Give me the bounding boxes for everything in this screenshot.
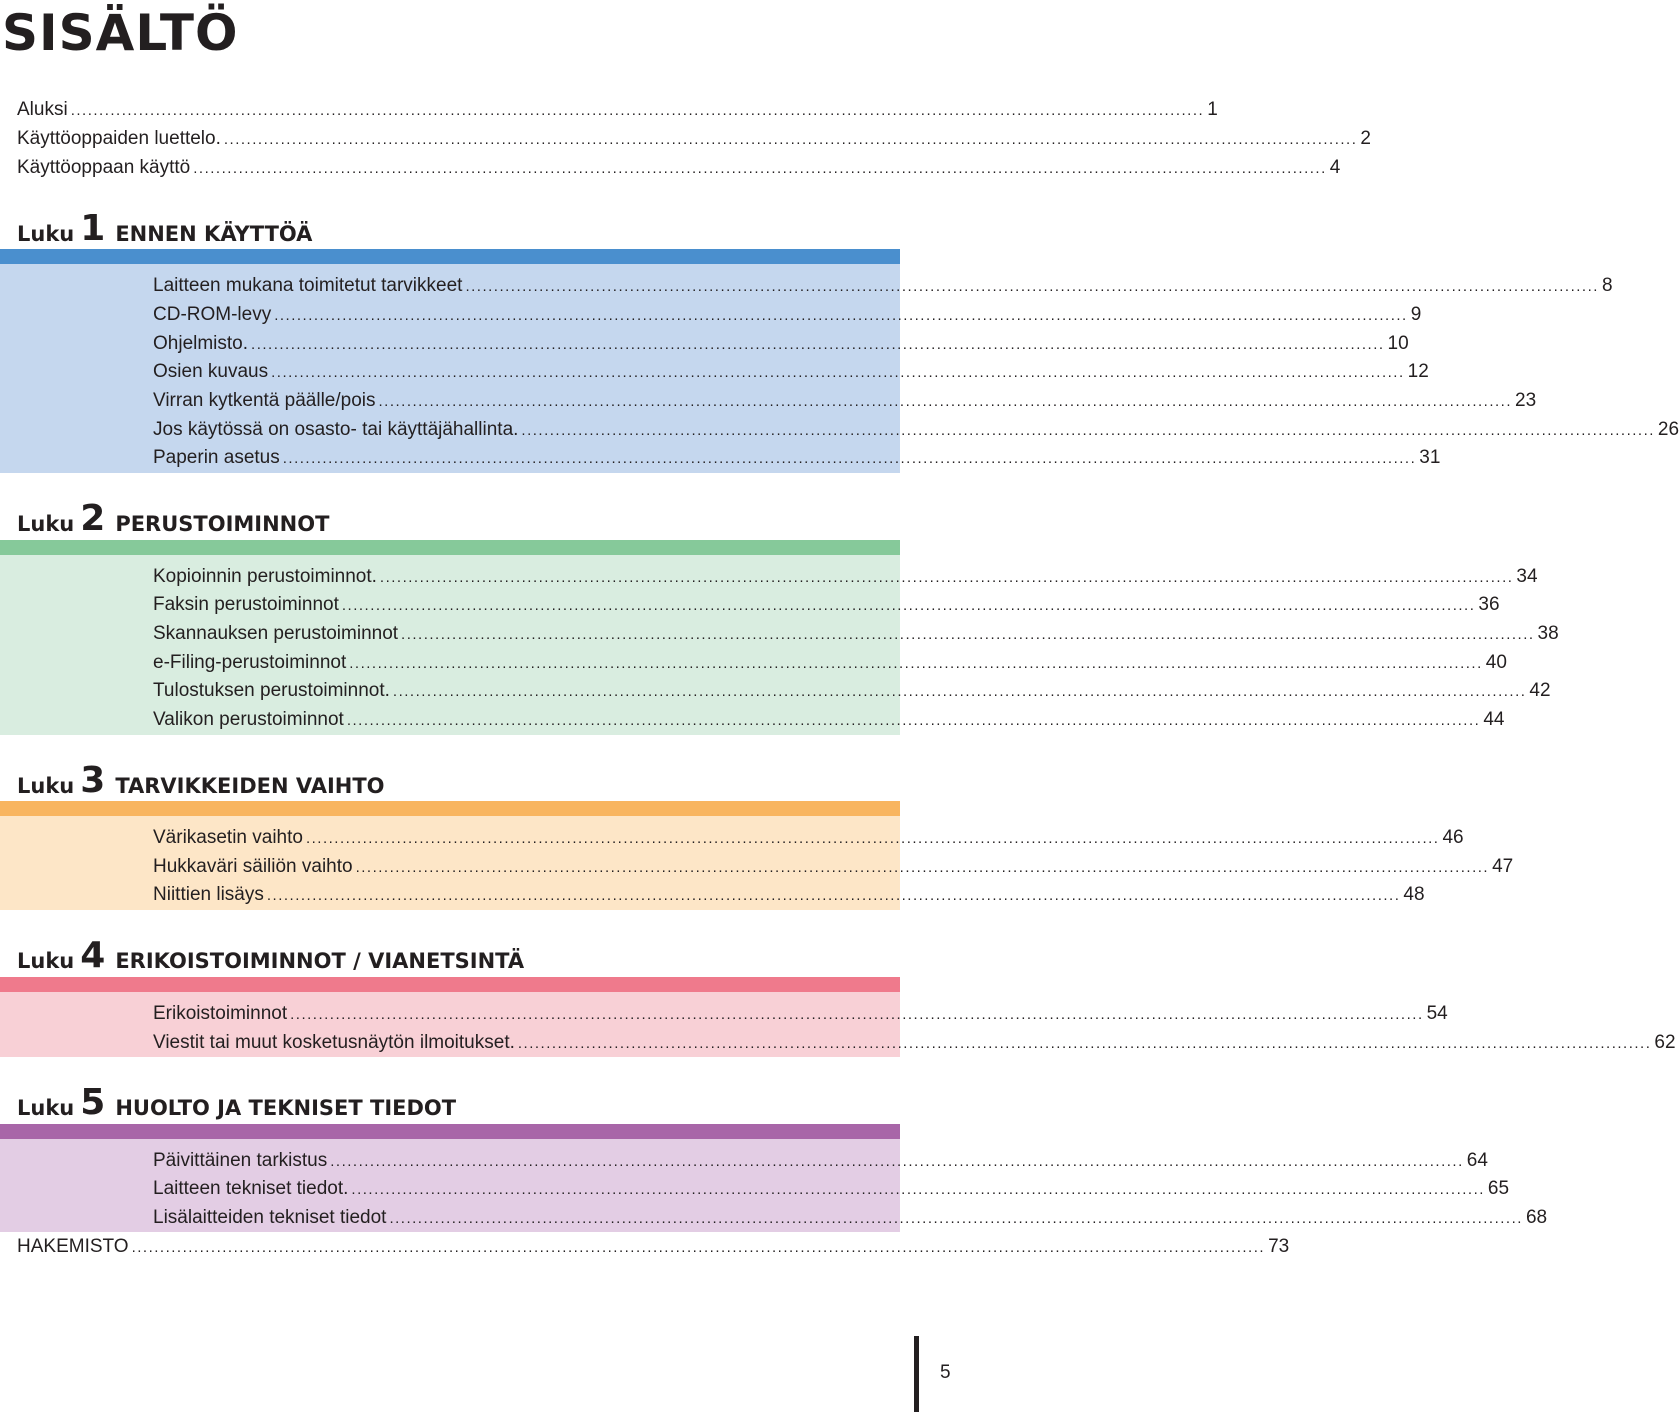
toc-entry-hukkavarisailio[interactable] xyxy=(153,851,1514,879)
toc-entry-skannaus[interactable] xyxy=(153,618,1559,646)
toc-entry-osien-kuvaus[interactable] xyxy=(153,356,1429,384)
toc-entry-label: Valikon perustoiminnot xyxy=(153,709,344,730)
chapter-number: 2 xyxy=(80,498,106,539)
toc-entry-niitit[interactable] xyxy=(153,879,1425,907)
toc-entry-page: 65 xyxy=(1487,1178,1510,1199)
toc-entry-label: Faksin perustoiminnot xyxy=(153,594,339,615)
toc-entry-label: Värikasetin vaihto xyxy=(153,827,303,848)
dot-leader: ........................................................................................................................................................................................................ xyxy=(521,422,1655,439)
dot-leader: ........................................................................................................................................................................................................ xyxy=(282,450,1417,467)
toc-entry-page: 47 xyxy=(1492,856,1514,877)
toc-entry-label: e-Filing-perustoiminnot xyxy=(153,652,347,673)
toc-entry-page: 73 xyxy=(1268,1236,1290,1257)
toc-entry-label: Tulostuksen perustoiminnot. xyxy=(153,680,390,701)
toc-entry-label: Laitteen tekniset tiedot. xyxy=(153,1178,349,1199)
toc-entry-label: Erikoistoiminnot xyxy=(153,1003,288,1024)
toc-entry-label: Viestit tai muut kosketusnäytön ilmoitukset. xyxy=(153,1032,515,1053)
toc-entry-aluksi[interactable] xyxy=(17,94,1218,122)
toc-entry-page: 54 xyxy=(1426,1003,1448,1024)
toc-entry-page: 36 xyxy=(1478,594,1500,615)
toc-entry-page: 40 xyxy=(1485,652,1507,673)
chapter-color-bar xyxy=(0,977,900,992)
chapter-5-heading xyxy=(17,1078,456,1122)
chapter-1-heading xyxy=(17,204,312,248)
chapter-luku-label: Luku xyxy=(17,512,75,536)
chapter-3-heading xyxy=(17,756,385,800)
toc-entry-cd-rom[interactable] xyxy=(153,299,1422,327)
toc-entry-kopiointi[interactable] xyxy=(153,561,1538,589)
toc-entry-label: Lisälaitteiden tekniset tiedot xyxy=(153,1207,387,1228)
dot-leader: ........................................................................................................................................................................................................ xyxy=(351,1181,1485,1198)
chapter-title: ERIKOISTOIMINNOT / VIANETSINTÄ xyxy=(115,949,525,973)
toc-entry-page: 4 xyxy=(1329,157,1341,178)
toc-entry-page: 31 xyxy=(1419,447,1441,468)
chapter-number: 5 xyxy=(80,1082,106,1123)
toc-entry-label: Niittien lisäys xyxy=(153,884,264,905)
dot-leader: ........................................................................................................................................................................................................ xyxy=(70,102,1205,119)
toc-entry-page: 44 xyxy=(1483,709,1505,730)
toc-entry-valikko[interactable] xyxy=(153,704,1505,732)
page-number-rule xyxy=(914,1336,919,1412)
toc-entry-ohjelmisto[interactable] xyxy=(153,328,1409,356)
dot-leader: ........................................................................................................................................................................................................ xyxy=(341,597,1476,614)
chapter-luku-label: Luku xyxy=(17,949,75,973)
chapter-luku-label: Luku xyxy=(17,222,75,246)
toc-entry-page: 1 xyxy=(1207,99,1218,120)
dot-leader: ........................................................................................................................................................................................................ xyxy=(223,131,1358,148)
chapter-title: HUOLTO JA TEKNISET TIEDOT xyxy=(115,1096,457,1120)
toc-entry-hakemisto[interactable] xyxy=(17,1231,1290,1259)
dot-leader: ........................................................................................................................................................................................................ xyxy=(131,1239,1266,1256)
toc-entry-kayttooppaiden-luettelo[interactable] xyxy=(17,123,1371,151)
dot-leader: ........................................................................................................................................................................................................ xyxy=(330,1153,1464,1170)
chapter-number: 3 xyxy=(80,760,106,801)
toc-entry-e-filing[interactable] xyxy=(153,647,1507,675)
toc-entry-page: 34 xyxy=(1516,566,1538,587)
dot-leader: ........................................................................................................................................................................................................ xyxy=(465,278,1599,295)
chapter-color-bar xyxy=(0,540,900,555)
toc-entry-label: CD-ROM-levy xyxy=(153,304,272,325)
toc-entry-label: Kopioinnin perustoiminnot. xyxy=(153,566,377,587)
dot-leader: ........................................................................................................................................................................................................ xyxy=(305,830,1440,847)
dot-leader: ........................................................................................................................................................................................................ xyxy=(349,655,1483,672)
dot-leader: ........................................................................................................................................................................................................ xyxy=(271,364,1405,381)
toc-entry-page: 23 xyxy=(1515,390,1537,411)
dot-leader: ........................................................................................................................................................................................................ xyxy=(193,160,1327,177)
chapter-color-bar xyxy=(0,801,900,816)
toc-entry-virran-kytkenta[interactable] xyxy=(153,385,1537,413)
toc-entry-page: 46 xyxy=(1442,827,1464,848)
chapter-2-heading xyxy=(17,494,329,538)
toc-entry-label: Paperin asetus xyxy=(153,447,280,468)
toc-entry-tekniset-tiedot[interactable] xyxy=(153,1173,1510,1201)
toc-entry-page: 12 xyxy=(1407,361,1429,382)
toc-entry-label: Skannauksen perustoiminnot xyxy=(153,623,399,644)
toc-entry-page: 26 xyxy=(1657,419,1679,440)
toc-entry-label: HAKEMISTO xyxy=(17,1236,129,1257)
toc-entry-page: 10 xyxy=(1387,333,1409,354)
chapter-color-bar xyxy=(0,1124,900,1139)
dot-leader: ........................................................................................................................................................................................................ xyxy=(290,1006,1424,1023)
dot-leader: ........................................................................................................................................................................................................ xyxy=(251,336,1385,353)
dot-leader: ........................................................................................................................................................................................................ xyxy=(274,307,1408,324)
dot-leader: ........................................................................................................................................................................................................ xyxy=(389,1210,1523,1227)
toc-entry-page: 38 xyxy=(1537,623,1559,644)
toc-entry-page: 9 xyxy=(1410,304,1422,325)
toc-entry-varikasetti[interactable] xyxy=(153,822,1464,850)
dot-leader: ........................................................................................................................................................................................................ xyxy=(517,1035,1652,1052)
toc-entry-page: 62 xyxy=(1654,1032,1676,1053)
toc-entry-label: Käyttöoppaan käyttö xyxy=(17,157,191,178)
toc-entry-page: 48 xyxy=(1403,884,1425,905)
toc-entry-lisalaitteet[interactable] xyxy=(153,1202,1548,1230)
dot-leader: ........................................................................................................................................................................................................ xyxy=(346,712,1481,729)
toc-entry-label: Jos käytössä on osasto- tai käyttäjähallinta. xyxy=(153,419,519,440)
chapter-color-bar xyxy=(0,249,900,264)
page-number: 5 xyxy=(940,1362,951,1383)
dot-leader: ........................................................................................................................................................................................................ xyxy=(378,393,1512,410)
toc-entry-page: 42 xyxy=(1529,680,1551,701)
toc-entry-label: Hukkaväri säiliön vaihto xyxy=(153,856,353,877)
toc-entry-paperin-asetus[interactable] xyxy=(153,442,1441,470)
toc-entry-label: Osien kuvaus xyxy=(153,361,269,382)
toc-entry-page: 68 xyxy=(1525,1207,1548,1228)
toc-entry-page: 64 xyxy=(1466,1150,1488,1171)
toc-entry-page: 8 xyxy=(1601,275,1613,296)
dot-leader: ........................................................................................................................................................................................................ xyxy=(401,626,1535,643)
toc-entry-kayttooppaan-kaytto[interactable] xyxy=(17,152,1341,180)
toc-entry-viestit[interactable] xyxy=(153,1027,1676,1055)
dot-leader: ........................................................................................................................................................................................................ xyxy=(392,683,1527,700)
chapter-number: 1 xyxy=(80,208,106,249)
dot-leader: ........................................................................................................................................................................................................ xyxy=(266,887,1401,904)
chapter-4-heading xyxy=(17,931,524,975)
dot-leader: ........................................................................................................................................................................................................ xyxy=(379,569,1514,586)
toc-entry-label: Päivittäinen tarkistus xyxy=(153,1150,328,1171)
chapter-title: PERUSTOIMINNOT xyxy=(115,512,330,536)
page-title: SISÄLTÖ xyxy=(2,4,239,62)
toc-entry-paivittainen-tarkistus[interactable] xyxy=(153,1145,1488,1173)
toc-entry-erikoistoiminnot[interactable] xyxy=(153,998,1448,1026)
chapter-title: ENNEN KÄYTTÖÄ xyxy=(115,222,313,246)
toc-entry-osastohallinta[interactable] xyxy=(153,414,1679,442)
chapter-luku-label: Luku xyxy=(17,774,75,798)
toc-entry-label: Laitteen mukana toimitetut tarvikkeet xyxy=(153,275,463,296)
toc-entry-label: Aluksi xyxy=(17,99,68,120)
chapter-title: TARVIKKEIDEN VAIHTO xyxy=(115,774,385,798)
toc-entry-label: Käyttöoppaiden luettelo. xyxy=(17,128,221,149)
toc-entry-tulostus[interactable] xyxy=(153,675,1551,703)
chapter-luku-label: Luku xyxy=(17,1096,75,1120)
toc-entry-label: Ohjelmisto. xyxy=(153,333,249,354)
toc-entry-faksi[interactable] xyxy=(153,589,1500,617)
toc-entry-tarvikkeet[interactable] xyxy=(153,270,1613,298)
toc-entry-page: 2 xyxy=(1360,128,1371,149)
toc-entry-label: Virran kytkentä päälle/pois xyxy=(153,390,376,411)
dot-leader: ........................................................................................................................................................................................................ xyxy=(355,859,1490,876)
chapter-number: 4 xyxy=(80,935,106,976)
